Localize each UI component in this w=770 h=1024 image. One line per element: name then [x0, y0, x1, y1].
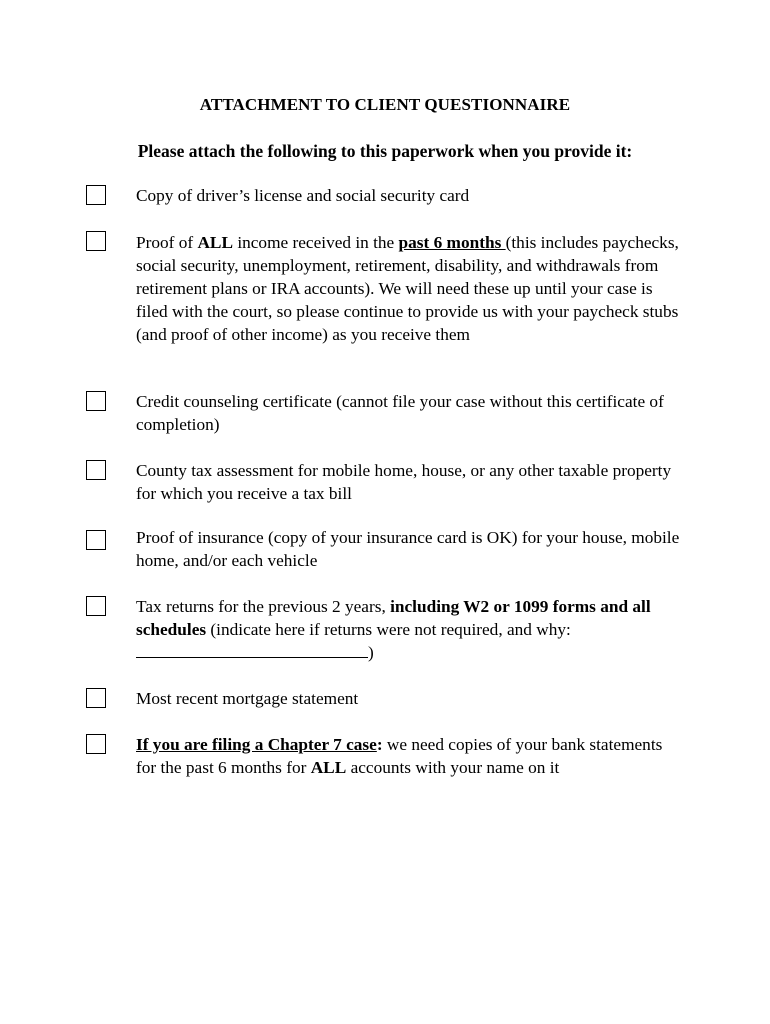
checkbox[interactable] [86, 185, 106, 205]
instructions-heading: Please attach the following to this paperwork when you provide it: [137, 141, 633, 161]
item-text [136, 595, 684, 664]
text-segment: (this includes paychecks, social security, unemployment, retirement, disability, and withdrawals from retirement plans or IRA accounts). We will need these up until your case is filed with the court, so please continue to provide us with your paycheck stubs (and proof of other income) as you receive them [136, 233, 679, 344]
text-segment: we need copies of your bank statements for the past 6 months for [136, 735, 663, 777]
text-segment: accounts with your name on it [346, 758, 560, 777]
checkbox[interactable] [86, 391, 106, 411]
emphasis-past-6-months: past 6 months [398, 233, 506, 252]
item-text: Proof of insurance (copy of your insurance card is OK) for your house, mobile home, and/or each vehicle [136, 528, 680, 570]
checkbox[interactable] [86, 688, 106, 708]
emphasis-all: ALL [197, 233, 233, 252]
item-text: Most recent mortgage statement [136, 689, 359, 708]
text-segment: ) [368, 643, 374, 662]
fill-in-blank[interactable] [136, 641, 368, 658]
text-segment: Proof of [136, 233, 198, 252]
text-segment: income received in the [233, 233, 399, 252]
item-text: Copy of driver’s license and social security card [136, 186, 470, 205]
emphasis-chapter-7: If you are filing a Chapter 7 case [136, 735, 377, 754]
checkbox[interactable] [86, 231, 106, 251]
item-text: Credit counseling certificate (cannot file your case without this certificate of completion) [136, 392, 664, 434]
checkbox[interactable] [86, 734, 106, 754]
checkbox[interactable] [86, 530, 106, 550]
emphasis-all: ALL [310, 758, 347, 777]
item-text [136, 231, 684, 346]
text-segment: Tax returns for the previous 2 years, [136, 597, 391, 616]
text-segment: : [376, 735, 383, 754]
emphasis-w2-1099: including W2 or 1099 forms and all schedules [136, 597, 651, 639]
text-segment: (indicate here if returns were not required, and why: [206, 620, 571, 639]
item-text: County tax assessment for mobile home, house, or any other taxable property for which you receive a tax bill [136, 461, 672, 503]
item-text [136, 733, 684, 779]
checkbox[interactable] [86, 596, 106, 616]
document-title: ATTACHMENT TO CLIENT QUESTIONNAIRE [199, 95, 571, 114]
checkbox[interactable] [86, 460, 106, 480]
